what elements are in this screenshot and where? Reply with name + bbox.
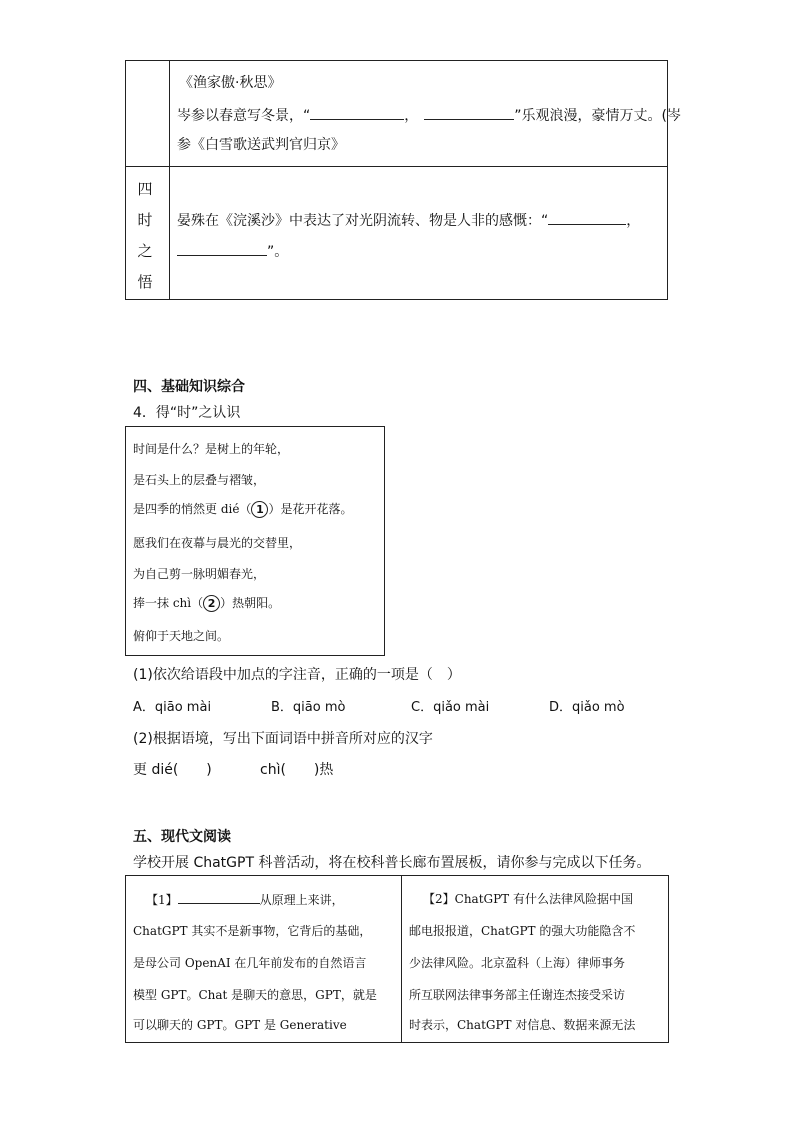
left-cell-line-1-suffix: 从原理上来讲， <box>259 893 344 907</box>
label-char-4: 悟 <box>137 273 153 291</box>
circled-number-1: 1 <box>251 501 268 518</box>
row2-fill-line2 <box>177 242 288 261</box>
answer-blank-1[interactable] <box>310 106 404 120</box>
question4-title: 4．得“时”之认识 <box>133 405 241 421</box>
left-cell-line-1 <box>146 890 344 908</box>
option-d[interactable]: D．qiǎo mò <box>549 700 625 715</box>
row1-source: 参《白雪歌送武判官归京》 <box>177 137 345 153</box>
option-c[interactable]: C．qiǎo mài <box>411 700 490 715</box>
row2-line1-prefix: 晏殊在《浣溪沙》中表达了对光阴流转、物是人非的感慨：“ <box>177 213 549 229</box>
poem-line-6-prefix: 捧一抹 chì（ <box>133 596 204 610</box>
label-char-3: 之 <box>137 242 153 260</box>
answer-blank-title[interactable] <box>178 890 260 904</box>
poem-title-yujiaao: 《渔家傲·秋思》 <box>179 75 282 91</box>
right-cell-line-3: 少法律风险。北京盈科（上海）律师事务 <box>409 956 626 970</box>
reading-table <box>125 875 669 1043</box>
fill-word-2[interactable]: chì( )热 <box>260 762 334 778</box>
row1-line2-comma: ， <box>404 108 419 124</box>
poem-line-5: 为自己剪一脉明媚春光， <box>133 567 266 581</box>
right-cell-line-4: 所互联网法律事务部主任谢连杰接受采访 <box>409 988 626 1002</box>
section5-intro: 学校开展 ChatGPT 科普活动，将在校科普长廊布置展板，请你参与完成以下任务。 <box>133 855 651 871</box>
section4-title: 四、基础知识综合 <box>133 379 245 395</box>
row2-fill-line1 <box>177 211 640 230</box>
poem-line-2: 是石头上的层叠与褶皱， <box>133 473 266 487</box>
left-cell-line-4: 模型 GPT。Chat 是聊天的意思，GPT，就是 <box>133 988 377 1002</box>
option-b[interactable]: B．qiāo mò <box>271 700 346 715</box>
section5-title: 五、现代文阅读 <box>133 829 231 845</box>
question-4-2: (2)根据语境，写出下面词语中拼音所对应的汉字 <box>133 731 433 747</box>
row2-line1-comma: ， <box>626 213 641 229</box>
poem-line-6 <box>133 594 280 612</box>
left-cell-marker: 【1】 <box>146 893 178 907</box>
table-divider-horizontal <box>126 166 667 167</box>
option-a[interactable]: A．qiāo mài <box>133 700 212 715</box>
poem-box <box>125 426 385 656</box>
question-4-1: (1)依次给语段中加点的字注音，正确的一项是（ ） <box>133 667 461 683</box>
left-cell-line-3: 是母公司 OpenAI 在几年前发布的自然语言 <box>133 956 367 970</box>
row1-line2-suffix: ”乐观浪漫，豪情万丈。(岑 <box>514 108 681 124</box>
right-cell-line-5: 时表示，ChatGPT 对信息、数据来源无法 <box>409 1018 636 1032</box>
circled-number-2: 2 <box>203 595 220 612</box>
row1-line2-prefix: 岑参以春意写冬景，“ <box>177 108 311 124</box>
poem-line-1: 时间是什么？是树上的年轮， <box>133 442 290 456</box>
poem-line-3-suffix: ）是花开花落。 <box>268 502 353 516</box>
right-cell-line-2: 邮电报报道，ChatGPT 的强大功能隐含不 <box>409 924 636 938</box>
fill-word-1[interactable]: 更 dié( ) <box>133 762 212 778</box>
answer-blank-2[interactable] <box>424 106 514 120</box>
answer-blank-4[interactable] <box>177 242 267 256</box>
row1-fill-line <box>177 106 681 125</box>
poem-line-3 <box>133 500 352 518</box>
poem-line-6-suffix: ）热朝阳。 <box>220 596 281 610</box>
summary-table <box>125 60 681 300</box>
table-divider-vertical <box>169 61 170 299</box>
left-cell-line-5: 可以聊天的 GPT。GPT 是 Generative <box>133 1018 347 1032</box>
row2-line2-suffix: ”。 <box>267 244 289 260</box>
label-char-2: 时 <box>137 211 153 229</box>
poem-line-4: 愿我们在夜幕与晨光的交替里， <box>133 536 302 550</box>
right-cell-line-1: 【2】ChatGPT 有什么法律风险据中国 <box>423 892 634 906</box>
label-char-1: 四 <box>137 180 153 198</box>
poem-line-3-prefix: 是四季的悄然更 dié（ <box>133 502 252 516</box>
answer-blank-3[interactable] <box>548 211 626 225</box>
reading-table-divider <box>401 876 402 1042</box>
poem-line-7: 俯仰于天地之间。 <box>133 629 230 643</box>
left-cell-line-2: ChatGPT 其实不是新事物，它背后的基础， <box>133 924 372 938</box>
